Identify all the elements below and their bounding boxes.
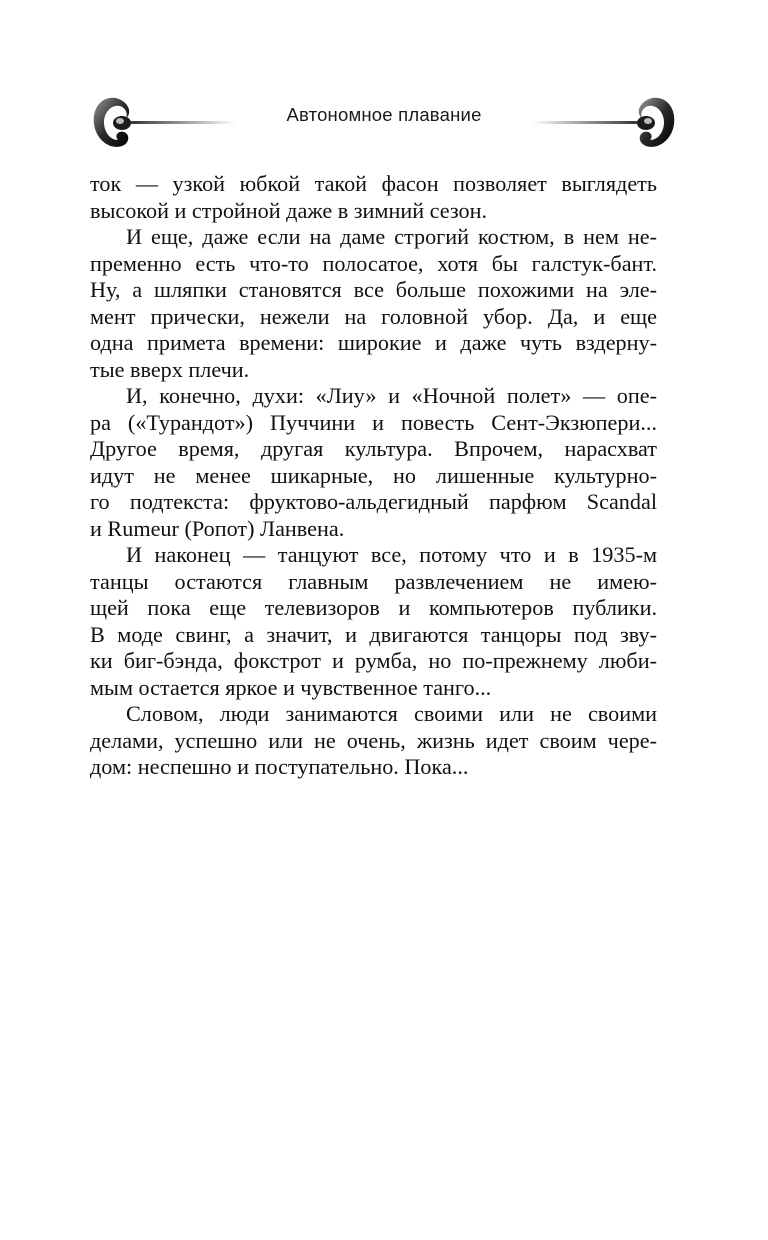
paragraph: [90, 224, 657, 383]
text-line: мым остается яркое и чувственное танго...: [90, 674, 492, 700]
paragraph: [90, 701, 657, 781]
body-text: [90, 171, 657, 781]
text-line: танцы остаются главным развлечением не имею-: [90, 568, 657, 594]
text-line: Словом, люди занимаются своими или не своими: [126, 701, 657, 726]
text-line: го подтекста: фруктово-альдегидный парфюм Scandal: [90, 489, 657, 514]
paragraph: [90, 171, 657, 224]
text-line: тые вверх плечи.: [90, 356, 250, 382]
right-ornament-icon: [532, 90, 682, 156]
text-line: В моде свинг, а значит, и двигаются танцоры под зву-: [90, 621, 657, 647]
text-line: Другое время, другая культура. Впрочем, нарасхват: [90, 436, 657, 461]
text-line: щей пока еще телевизоров и компьютеров публики.: [90, 595, 657, 620]
text-line: идут не менее шикарные, но лишенные культурно-: [90, 462, 657, 488]
text-line: высокой и стройной даже в зимний сезон.: [90, 197, 488, 223]
text-line: И наконец — танцуют все, потому что и в 1935-м: [126, 542, 657, 567]
text-line: И еще, даже если на даме строгий костюм, в нем не-: [126, 224, 657, 249]
text-line: И, конечно, духи: «Лиу» и «Ночной полет» — опе-: [126, 383, 657, 408]
paragraph: [90, 383, 657, 542]
page-title: Автономное плавание: [286, 104, 482, 125]
running-header: [86, 90, 682, 156]
text-line: и Rumeur (Ропот) Ланвена.: [90, 515, 345, 541]
text-line: мент прически, нежели на головной убор. Да, и еще: [90, 303, 657, 329]
text-line: Ну, а шляпки становятся все больше похожими на эле-: [90, 277, 657, 302]
text-line: ток — узкой юбкой такой фасон позволяет выглядеть: [90, 171, 657, 196]
text-line: ки биг-бэнда, фокстрот и румба, но по-прежнему люби-: [90, 648, 657, 673]
text-line: одна примета времени: широкие и даже чуть вздерну-: [90, 330, 657, 355]
text-line: делами, успешно или не очень, жизнь идет своим чере-: [90, 727, 657, 753]
text-line: дом: неспешно и поступательно. Пока...: [90, 754, 469, 779]
text-line: ра («Турандот») Пуччини и повесть Сент-Экзюпери...: [90, 409, 657, 435]
text-line: пременно есть что-то полосатое, хотя бы галстук-бант.: [90, 250, 657, 276]
paragraph: [90, 542, 657, 701]
